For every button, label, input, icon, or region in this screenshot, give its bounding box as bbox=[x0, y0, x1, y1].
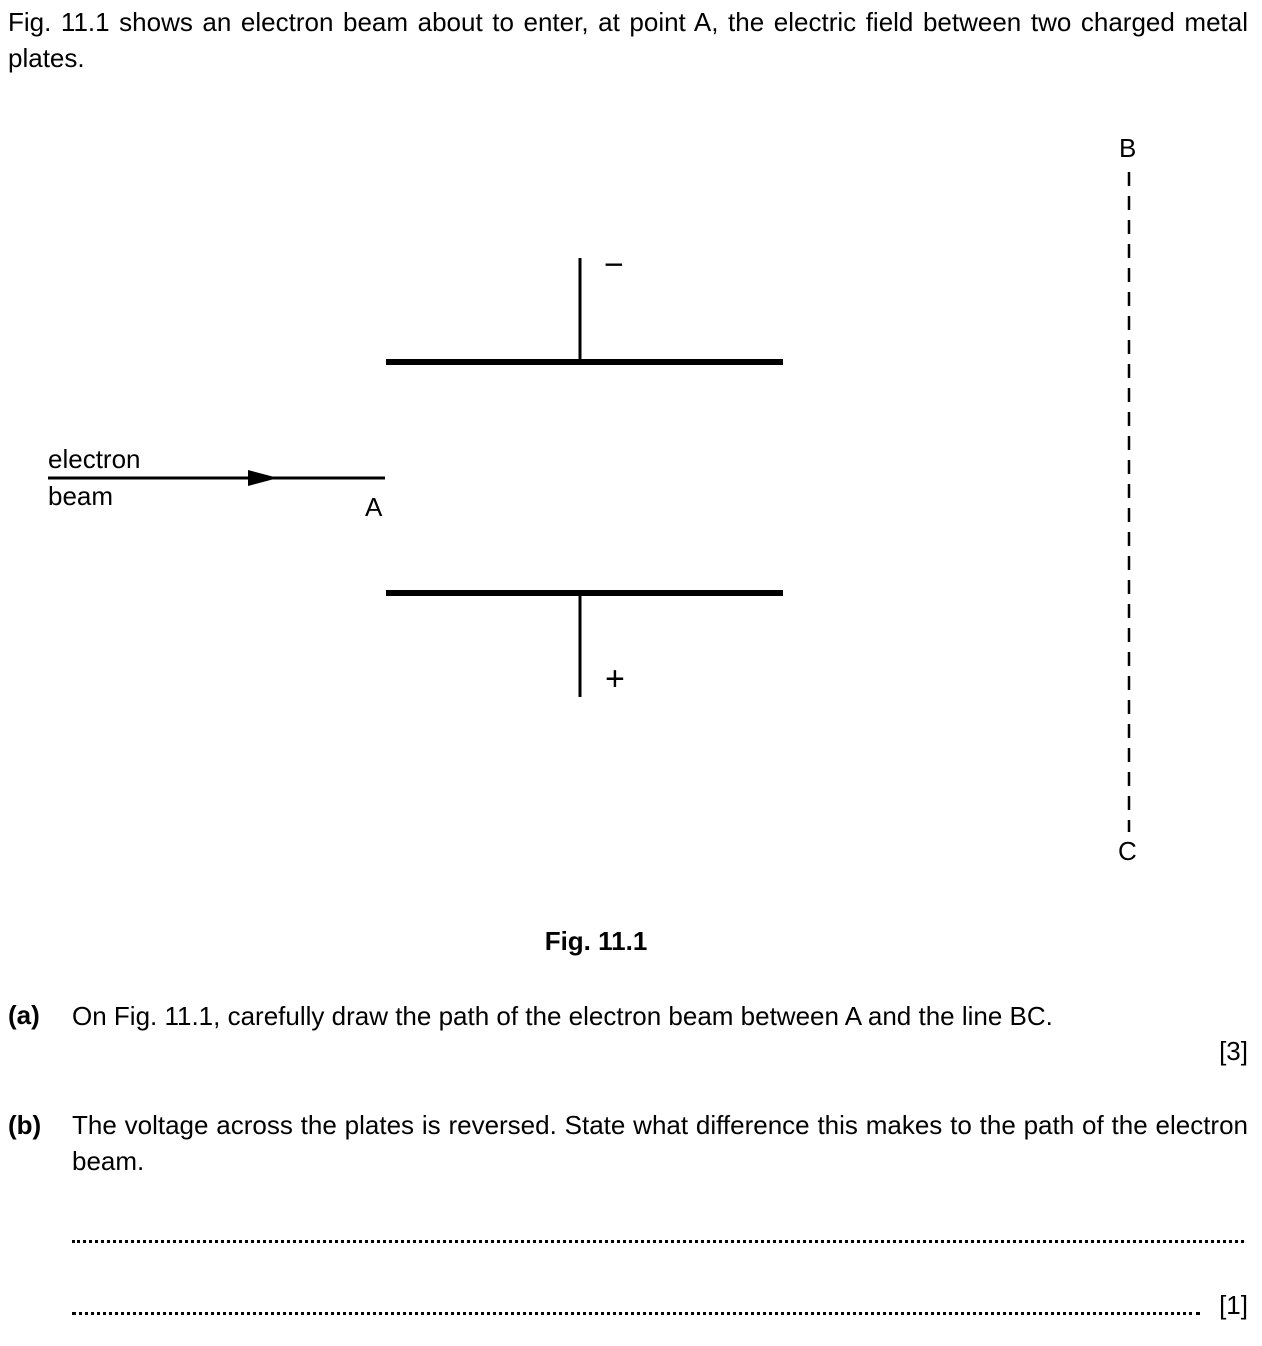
intro-text: Fig. 11.1 shows an electron beam about to enter, at point A, the electric field between two charged metal plates. bbox=[8, 7, 1248, 73]
question-a-text: On Fig. 11.1, carefully draw the path of the electron beam between A and the line BC. bbox=[72, 1001, 1053, 1031]
question-a-marks: [3] bbox=[1219, 1036, 1248, 1066]
question-b-marks: [1] bbox=[1219, 1290, 1248, 1320]
minus-sign: − bbox=[604, 246, 624, 284]
figure-caption: Fig. 11.1 bbox=[544, 926, 648, 956]
answer-line-2[interactable] bbox=[72, 1312, 1200, 1315]
point-c-label: C bbox=[1118, 836, 1137, 866]
beam-label-line2: beam bbox=[48, 481, 114, 511]
point-a-label: A bbox=[365, 492, 383, 522]
question-a-label: (a) bbox=[8, 1000, 40, 1030]
question-b-text: The voltage across the plates is reversed. State what difference this makes to the path of the electron beam. bbox=[72, 1110, 1248, 1176]
point-b-label: B bbox=[1119, 133, 1137, 163]
question-b-label: (b) bbox=[8, 1110, 42, 1140]
beam-arrow-icon bbox=[248, 470, 278, 486]
beam-label-line1: electron bbox=[48, 444, 141, 474]
answer-line-1[interactable] bbox=[72, 1240, 1244, 1243]
plus-sign: + bbox=[605, 660, 625, 698]
